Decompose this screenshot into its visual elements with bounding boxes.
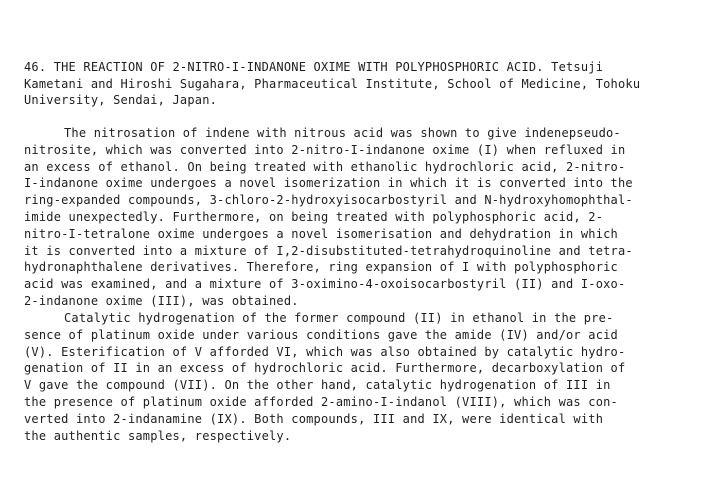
body-paragraph-2: [24, 310, 696, 444]
paragraph-line: ring-expanded compounds, 3-chloro-2-hydroxyisocarbostyril and N-hydroxyhomophthal-: [24, 193, 633, 208]
header-line: Kametani and Hiroshi Sugahara, Pharmaceutical Institute, School of Medicine, Tohoku: [24, 76, 641, 91]
paragraph-line: nitro-I-tetralone oxime undergoes a novel isomerisation and dehydration in which: [24, 226, 618, 241]
paragraph-line: (V). Esterification of V afforded VI, which was also obtained by catalytic hydro-: [24, 344, 626, 359]
paragraph-line: The nitrosation of indene with nitrous acid was shown to give indenepseudo-: [64, 126, 621, 140]
paragraph-line: it is converted into a mixture of I,2-disubstituted-tetrahydroquinoline and tetra-: [24, 243, 633, 258]
paragraph-line: nitrosite, which was converted into 2-nitro-I-indanone oxime (I) when refluxed in: [24, 142, 626, 157]
paragraph-line: acid was examined, and a mixture of 3-oximino-4-oxoisocarbostyril (II) and I-oxo-: [24, 277, 626, 292]
paragraph-line: imide unexpectedly. Furthermore, on being treated with polyphosphoric acid, 2-: [24, 209, 604, 224]
paragraph-line: 2-indanone oxime (III), was obtained.: [24, 293, 299, 308]
paragraph-line: Catalytic hydrogenation of the former compound (II) in ethanol in the pre-: [64, 311, 614, 325]
abstract-header: [24, 59, 696, 109]
header-line: University, Sendai, Japan.: [24, 93, 218, 107]
paragraph-line: sence of platinum oxide under various conditions gave the amide (IV) and/or acid: [24, 327, 618, 342]
paragraph-line: verted into 2-indanamine (IX). Both compounds, III and IX, were identical with: [24, 411, 604, 426]
header-line: 46. THE REACTION OF 2-NITRO-I-INDANONE OXIME WITH POLYPHOSPHORIC ACID. Tetsuji: [24, 60, 604, 74]
paragraph-line: I-indanone oxime undergoes a novel isomerization in which it is converted into the: [24, 176, 633, 191]
paragraph-line: the presence of platinum oxide afforded 2-amino-I-indanol (VIII), which was con-: [24, 394, 618, 409]
paragraph-line: an excess of ethanol. On being treated with ethanolic hydrochloric acid, 2-nitro-: [24, 159, 626, 174]
body-paragraph-1: [24, 125, 696, 310]
paragraph-line: genation of II in an excess of hydrochloric acid. Furthermore, decarboxylation of: [24, 361, 626, 376]
paragraph-line: V gave the compound (VII). On the other hand, catalytic hydrogenation of III in: [24, 378, 611, 393]
paragraph-line: the authentic samples, respectively.: [24, 428, 292, 443]
paragraph-line: hydronaphthalene derivatives. Therefore, ring expansion of I with polyphosphoric: [24, 260, 618, 275]
